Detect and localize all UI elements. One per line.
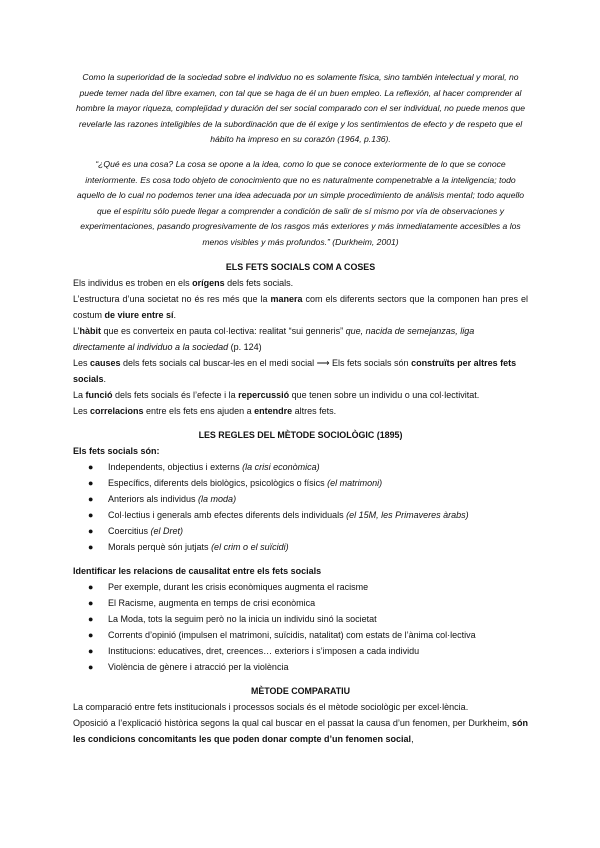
list-item: ● Violència de gènere i atracció per la violència [88, 661, 289, 672]
list-item: ● Específics, diferents dels biològics, psicològics o físics (el matrimoni) [88, 477, 383, 488]
subheading-causality: Identificar les relacions de causalitat entre els fets socials [73, 565, 322, 576]
para-correlations: Les correlacions entre els fets ens ajuden a entendre altres fets. [73, 405, 337, 416]
heading-comparative-method: MÈTODE COMPARATIU [250, 685, 351, 696]
list-item: ● Morals perquè són jutjats (el crim o el suïcidi) [88, 541, 289, 552]
para-causes: Les causes dels fets socials cal buscar-les en el medi social ⟶ Els fets socials són construïts per altres fets socials. [73, 357, 517, 384]
list-item: ● Col·lectius i generals amb efectes diferents dels individuals (el 15M, les Primaveres àrabs) [88, 509, 469, 520]
para-function: La funció dels fets socials és l’efecte i la repercussió que tenen sobre un individu o una col·lectivitat. [73, 389, 480, 400]
list-social-facts-characteristics [73, 459, 528, 555]
para-opposition: Oposició a l’explicació històrica segons la qual cal buscar en el passat la causa d’un fenomen, per Durkheim, són les condicions concomitants les que poden donar compte d’un fenomen social, [73, 717, 528, 744]
list-item: ● Corrents d’opinió (impulsen el matrimoni, suïcidis, natalitat) com estats de l’ànima col·lectiva [88, 629, 476, 640]
list-item: ● Independents, objectius i externs (la crisi econòmica) [88, 461, 320, 472]
heading-social-facts-as-things: ELS FETS SOCIALS COM A COSES [225, 261, 376, 272]
list-item: ● Coercitius (el Dret) [88, 525, 184, 536]
document-page [73, 70, 528, 747]
list-item: ● Institucions: educatives, dret, creences… exteriors i s’imposen a cada individu [88, 645, 420, 656]
para-habit: L’hàbit que es converteix en pauta col·lectiva: realitat “sui genneris” que, nacida de semejanzas, liga directamente al individuo a la sociedad (p. 124) [73, 325, 475, 352]
quote-what-is-a-thing: “¿Qué es una cosa? La cosa se opone a la idea, como lo que se conoce exteriormente de lo que se conoce interiormente. Es cosa todo objeto de conocimiento que no es naturalmente compenetrable a la inteligencia; todo aquello de lo cual no podemos tener una idea adecuada por un simple procedimiento de análisis mental; todo aquello que el espíritu sólo puede llegar a comprender a condición de salir de sí mismo por vía de observaciones y experimentaciones, pasando progresivamente de los rasgos más exteriores y más inmediatamente accesibles a los menos visibles y más profundos.” (Durkheim, 2001) [76, 158, 525, 247]
list-item: ● Per exemple, durant les crisis econòmiques augmenta el racisme [88, 581, 369, 592]
heading-rules-sociological-method: LES REGLES DEL MÈTODE SOCIOLÒGIC (1895) [198, 429, 403, 440]
list-item: ● El Racisme, augmenta en temps de crisi econòmica [88, 597, 316, 608]
para-structure: L’estructura d’una societat no és res més que la manera com els diferents sectors que la componen han pres el costum de viure entre sí. [73, 293, 528, 320]
para-origins: Els individus es troben en els orígens dels fets socials. [73, 277, 294, 288]
quote-superiority: Como la superioridad de la sociedad sobre el individuo no es solamente física, sino también intelectual y moral, no puede temer nada del libre examen, con tal que se haga de él un buen empleo. La reflexión, al hacer comprender al hombre la mayor riqueza, complejidad y duración del ser social comparado con el ser individual, no puede menos que revelarle las razones inteligibles de la subordinación que de él exige y los sentimientos de efecto y de respeto que el hábito ha impreso en su corazón (1964, p.136). [75, 72, 526, 145]
subheading-social-facts-are: Els fets socials són: [73, 445, 160, 456]
list-causality-examples [73, 579, 528, 675]
list-item: ● La Moda, tots la seguim però no la inicia un individu sinó la societat [88, 613, 377, 624]
para-comparison: La comparació entre fets institucionals i processos socials és el mètode sociològic per excel·lència. [73, 701, 469, 712]
list-item: ● Anteriors als individus (la moda) [88, 493, 237, 504]
